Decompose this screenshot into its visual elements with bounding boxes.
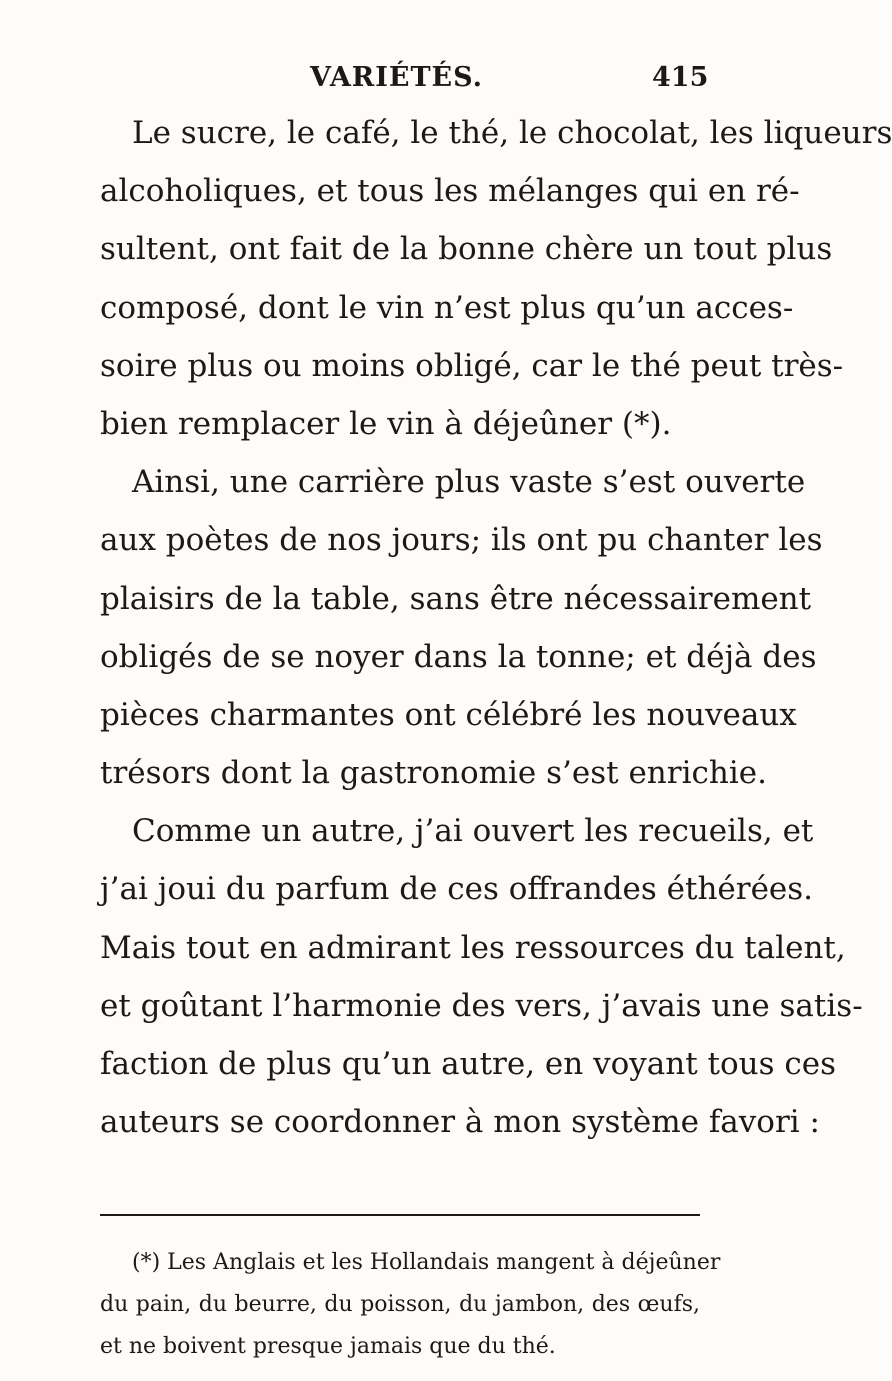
footnote: [100, 1242, 721, 1368]
text-line: Comme un autre, j’ai ouvert les recueils, et: [132, 813, 814, 850]
text-line: aux poètes de nos jours; ils ont pu chanter les: [100, 522, 823, 559]
text-line: soire plus ou moins obligé, car le thé peut très-: [100, 347, 844, 384]
text-line: composé, dont le vin n’est plus qu’un acces-: [100, 289, 794, 326]
text-line: trésors dont la gastronomie s’est enrichie.: [100, 755, 767, 792]
text-line: pièces charmantes ont célébré les nouveaux: [100, 696, 797, 733]
text-line: plaisirs de la table, sans être nécessairement: [100, 580, 812, 617]
footnote-line: (*) Les Anglais et les Hollandais mangent à déjeûner: [132, 1250, 721, 1275]
footnote-line: du pain, du beurre, du poisson, du jambon, des œufs,: [100, 1292, 700, 1317]
body-text: [100, 104, 892, 1151]
text-line: Mais tout en admirant les ressources du talent,: [100, 929, 846, 966]
page-number: 415: [652, 62, 709, 93]
text-line: Ainsi, une carrière plus vaste s’est ouverte: [132, 464, 806, 501]
footnote-divider: [100, 1214, 700, 1216]
text-line: j’ai joui du parfum de ces offrandes éthérées.: [100, 871, 814, 908]
text-line: sultent, ont fait de la bonne chère un tout plus: [100, 231, 833, 268]
text-line: Le sucre, le café, le thé, le chocolat, les liqueurs: [132, 115, 892, 151]
text-line: auteurs se coordonner à mon système favori :: [100, 1104, 820, 1141]
text-line: bien remplacer le vin à déjeûner (*).: [100, 405, 672, 442]
running-title: VARIÉTÉS.: [310, 62, 484, 93]
footnote-line: et ne boivent presque jamais que du thé.: [100, 1334, 556, 1359]
text-line: faction de plus qu’un autre, en voyant tous ces: [100, 1046, 837, 1082]
text-line: obligés de se noyer dans la tonne; et déjà des: [100, 638, 817, 675]
text-line: alcoholiques, et tous les mélanges qui en ré-: [100, 173, 800, 210]
page-header: [0, 62, 800, 102]
text-line: et goûtant l’harmonie des vers, j’avais une satis-: [100, 987, 863, 1024]
